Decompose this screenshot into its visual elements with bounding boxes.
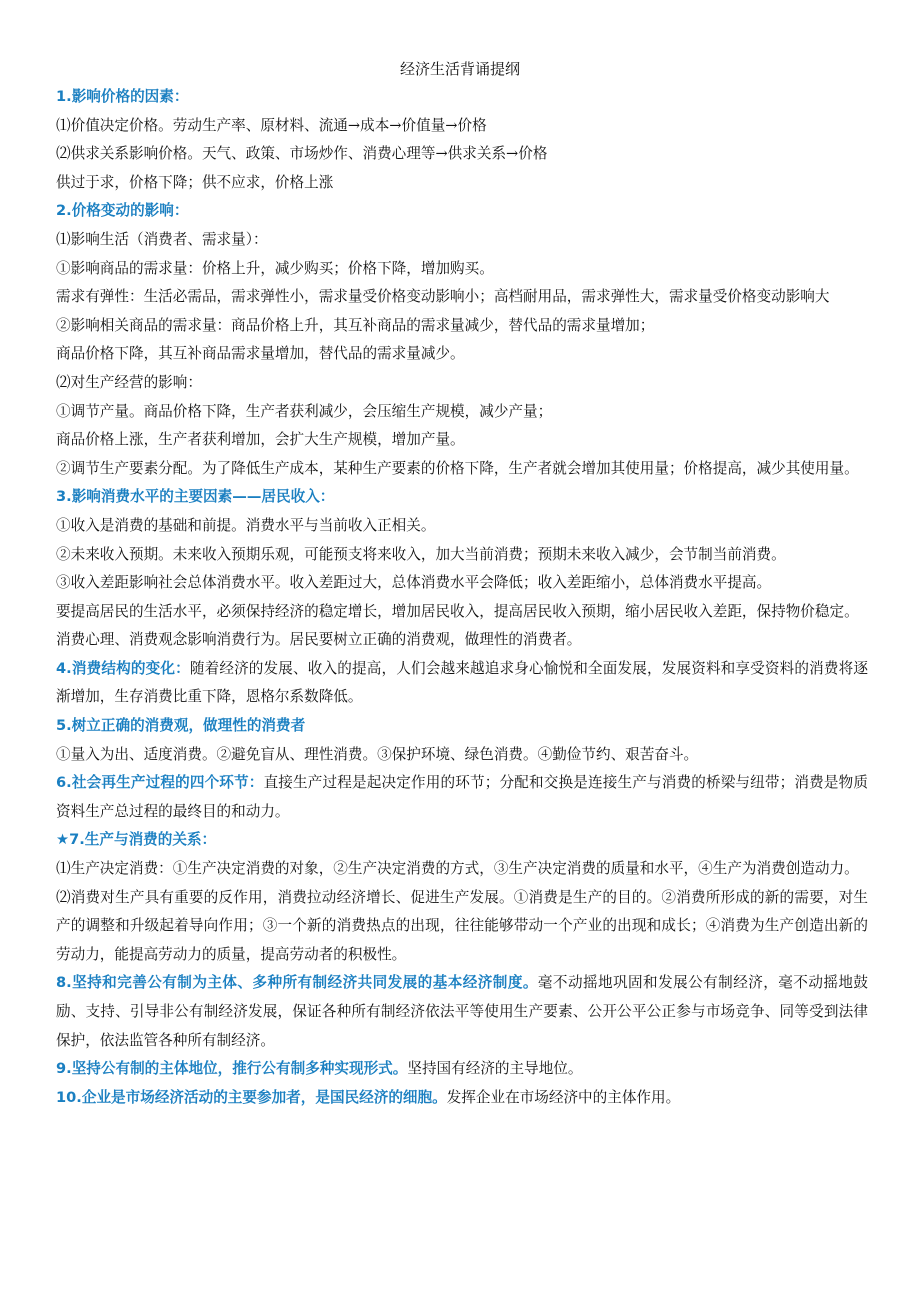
section-heading: 8.坚持和完善公有制为主体、多种所有制经济共同发展的基本经济制度。	[56, 974, 538, 992]
line-text: ⑵供求关系影响价格。天气、政策、市场炒作、消费心理等→供求关系→价格	[56, 145, 548, 163]
section-heading-line	[56, 655, 868, 712]
document-title: 经济生活背诵提纲	[399, 60, 520, 78]
text-line	[56, 741, 868, 770]
line-text: ①调节产量。商品价格下降，生产者获利减少，会压缩生产规模，减少产量；	[56, 402, 553, 420]
text-line	[56, 426, 868, 455]
text-line	[56, 255, 868, 284]
section-heading-line	[56, 712, 868, 741]
line-text: ⑵消费对生产具有重要的反作用，消费拉动经济增长、促进生产发展。①消费是生产的目的。②消费所形成的新的需要，对生产的调整和升级起着导向作用；③一个新的消费热点的出现，往往能够带动一个产业的出现和成长；④消费为生产创造出新的劳动力，能提高劳动力的质量，提高劳动者的积极性。	[56, 888, 868, 963]
section-heading-line	[56, 969, 868, 1055]
text-line	[56, 455, 868, 484]
line-text: 直接生产过程是起决定作用的环节；分配和交换是连接生产与消费的桥梁与纽带；消费是物质资料生产总过程的最终目的和动力。	[56, 774, 868, 820]
section-heading-line	[56, 769, 868, 826]
line-text: 商品价格下降，其互补商品需求量增加，替代品的需求量减少。	[56, 345, 465, 363]
line-text: ⑴影响生活（消费者、需求量）：	[56, 230, 268, 248]
text-line	[56, 598, 868, 627]
section-heading-line	[56, 1055, 868, 1084]
line-text: ①影响商品的需求量：价格上升，减少购买；价格下降，增加购买。	[56, 259, 494, 277]
text-line	[56, 312, 868, 341]
section-heading-line	[56, 83, 868, 112]
line-text: ①收入是消费的基础和前提。消费水平与当前收入正相关。	[56, 516, 436, 534]
line-text: ⑴生产决定消费：①生产决定消费的对象，②生产决定消费的方式，③生产决定消费的质量和水平，④生产为消费创造动力。	[56, 860, 859, 878]
section-heading-line	[56, 826, 868, 855]
text-line	[56, 140, 868, 169]
section-heading: 6.社会再生产过程的四个环节：	[56, 774, 264, 792]
section-heading: 2.价格变动的影响：	[56, 202, 189, 220]
section-heading: 1.影响价格的因素：	[56, 88, 189, 105]
line-text: ①量入为出、适度消费。②避免盲从、理性消费。③保护环境、绿色消费。④勤俭节约、艰苦奋斗。	[56, 745, 699, 763]
text-line	[56, 283, 868, 312]
section-heading: 5.树立正确的消费观，做理性的消费者	[56, 717, 306, 735]
text-line	[56, 112, 868, 141]
line-text: 发挥企业在市场经济中的主体作用。	[446, 1088, 681, 1106]
text-line	[56, 340, 868, 369]
line-text: ⑵对生产经营的影响：	[56, 373, 202, 391]
line-text: 消费心理、消费观念影响消费行为。居民要树立正确的消费观，做理性的消费者。	[56, 631, 582, 649]
line-text: ②未来收入预期。未来收入预期乐观，可能预支将来收入，加大当前消费；预期未来收入减少，会节制当前消费。	[56, 545, 786, 563]
text-line	[56, 512, 868, 541]
text-line	[56, 884, 868, 970]
section-heading: ★7.生产与消费的关系：	[56, 831, 217, 849]
text-line	[56, 369, 868, 398]
text-line	[56, 169, 868, 198]
line-text: 毫不动摇地巩固和发展公有制经济，毫不动摇地鼓励、支持、引导非公有制经济发展，保证各种所有制经济依法平等使用生产要素、公开公平公正参与市场竞争、同等受到法律保护，依法监管各种所有制经济。	[56, 974, 868, 1049]
section-heading-line	[56, 197, 868, 226]
line-text: 要提高居民的生活水平，必须保持经济的稳定增长，增加居民收入，提高居民收入预期，缩小居民收入差距，保持物价稳定。	[56, 602, 859, 620]
line-text: 商品价格上涨，生产者获利增加，会扩大生产规模，增加产量。	[56, 431, 465, 449]
text-line	[56, 398, 868, 427]
line-text: ⑴价值决定价格。劳动生产率、原材料、流通→成本→价值量→价格	[56, 116, 487, 134]
line-text: 随着经济的发展、收入的提高，人们会越来越追求身心愉悦和全面发展，发展资料和享受资料的消费将逐渐增加，生存消费比重下降，恩格尔系数降低。	[56, 659, 868, 706]
document-body	[56, 83, 868, 1112]
line-text: ③收入差距影响社会总体消费水平。收入差距过大，总体消费水平会降低；收入差距缩小，总体消费水平提高。	[56, 574, 772, 592]
line-text: 供过于求，价格下降；供不应求，价格上涨	[56, 173, 334, 191]
line-text: 坚持国有经济的主导地位。	[407, 1060, 583, 1078]
line-text: ②调节生产要素分配。为了降低生产成本，某种生产要素的价格下降，生产者就会增加其使用量；价格提高，减少其使用量。	[56, 459, 859, 477]
line-text: ②影响相关商品的需求量：商品价格上升，其互补商品的需求量减少，替代品的需求量增加；	[56, 316, 655, 334]
section-heading: 4.消费结构的变化：	[56, 659, 190, 677]
section-heading: 3.影响消费水平的主要因素——居民收入：	[56, 488, 335, 506]
text-line	[56, 226, 868, 255]
line-text: 需求有弹性：生活必需品，需求弹性小，需求量受价格变动影响小；高档耐用品，需求弹性大，需求量受价格变动影响大	[56, 288, 830, 306]
section-heading: 9.坚持公有制的主体地位，推行公有制多种实现形式。	[56, 1060, 408, 1078]
section-heading-line	[56, 483, 868, 512]
text-line	[56, 569, 868, 598]
text-line	[56, 855, 868, 884]
section-heading: 10.企业是市场经济活动的主要参加者，是国民经济的细胞。	[56, 1088, 447, 1106]
section-heading-line	[56, 1084, 868, 1113]
text-line	[56, 541, 868, 570]
text-line	[56, 626, 868, 655]
